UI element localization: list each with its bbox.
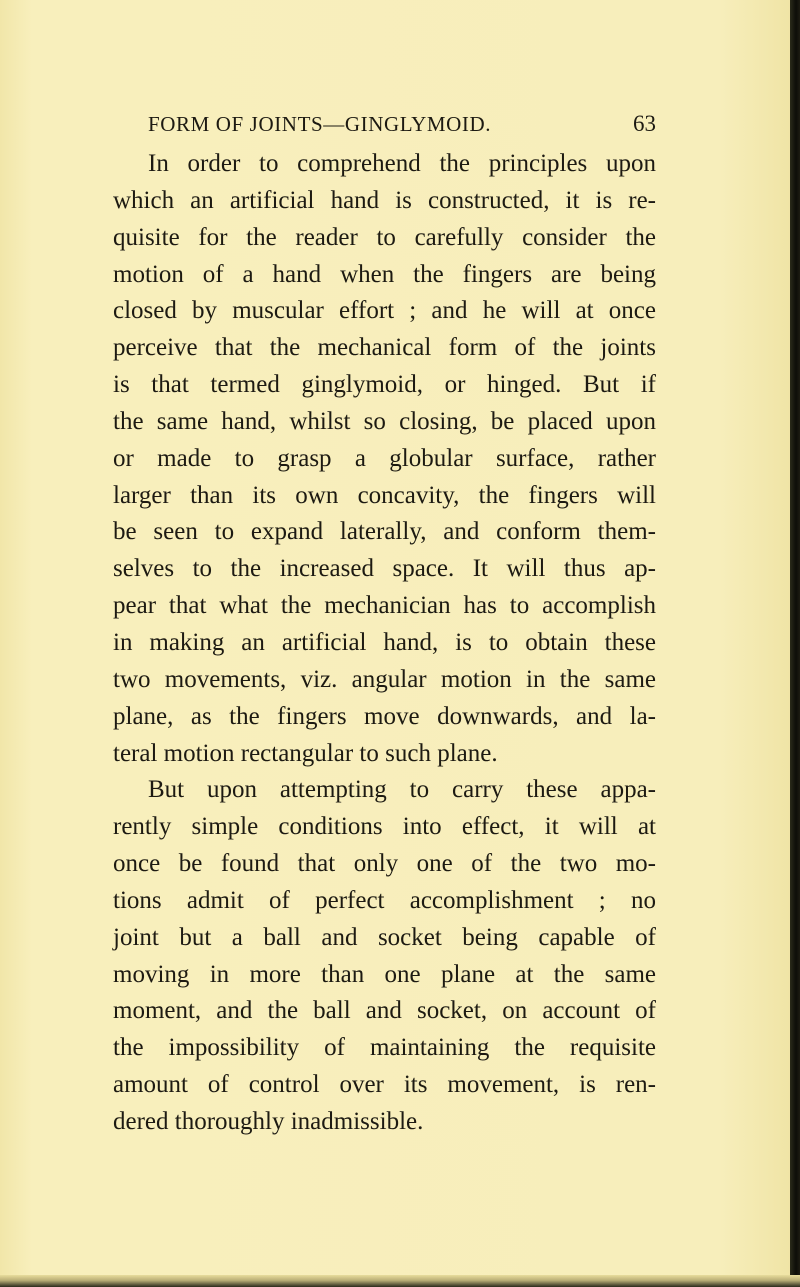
text-line: larger than its own concavity, the fingers will bbox=[113, 481, 656, 509]
text-line: selves to the increased space. It will thus ap- bbox=[113, 555, 656, 583]
text-line: the same hand, whilst so closing, be placed upon bbox=[113, 407, 656, 435]
text-line: moment, and the ball and socket, on account of bbox=[113, 997, 656, 1025]
text-line: moving in more than one plane at the same bbox=[113, 960, 656, 988]
text-line: tions admit of perfect accomplishment ; no bbox=[113, 886, 656, 914]
text-line: plane, as the fingers move downwards, and la- bbox=[113, 702, 656, 730]
text-line: joint but a ball and socket being capable of bbox=[113, 923, 656, 951]
text-line: motion of a hand when the fingers are being bbox=[113, 260, 656, 288]
body-text bbox=[113, 146, 656, 1141]
text-line: teral motion rectangular to such plane. bbox=[113, 739, 498, 767]
text-line: perceive that the mechanical form of the joints bbox=[113, 334, 656, 362]
text-line: which an artificial hand is constructed, it is re- bbox=[113, 186, 656, 214]
page-number: 63 bbox=[633, 111, 656, 136]
text-line: pear that what the mechanician has to accomplish bbox=[113, 592, 656, 620]
text-line: once be found that only one of the two mo- bbox=[113, 850, 656, 878]
running-head: FORM OF JOINTS—GINGLYMOID. bbox=[148, 112, 492, 136]
text-line: two movements, viz. angular motion in the same bbox=[113, 665, 656, 693]
text-line: or made to grasp a globular surface, rather bbox=[113, 444, 656, 472]
scan-right-edge bbox=[790, 0, 800, 1287]
text-line: in making an artificial hand, is to obtain these bbox=[113, 628, 656, 656]
text-line: amount of control over its movement, is ren- bbox=[113, 1071, 656, 1099]
text-line: closed by muscular effort ; and he will at once bbox=[113, 297, 656, 325]
page-header bbox=[148, 108, 656, 140]
text-line: the impossibility of maintaining the requisite bbox=[113, 1034, 656, 1062]
text-line: be seen to expand laterally, and conform them- bbox=[113, 518, 656, 546]
text-line: quisite for the reader to carefully consider the bbox=[113, 223, 656, 251]
text-line: rently simple conditions into effect, it will at bbox=[113, 813, 656, 841]
text-line: dered thoroughly inadmissible. bbox=[113, 1107, 424, 1135]
text-line: is that termed ginglymoid, or hinged. But if bbox=[113, 371, 656, 399]
text-line: But upon attempting to carry these appa- bbox=[148, 776, 656, 804]
scan-bottom-edge bbox=[0, 1275, 800, 1287]
text-line: In order to comprehend the principles upon bbox=[148, 150, 656, 177]
